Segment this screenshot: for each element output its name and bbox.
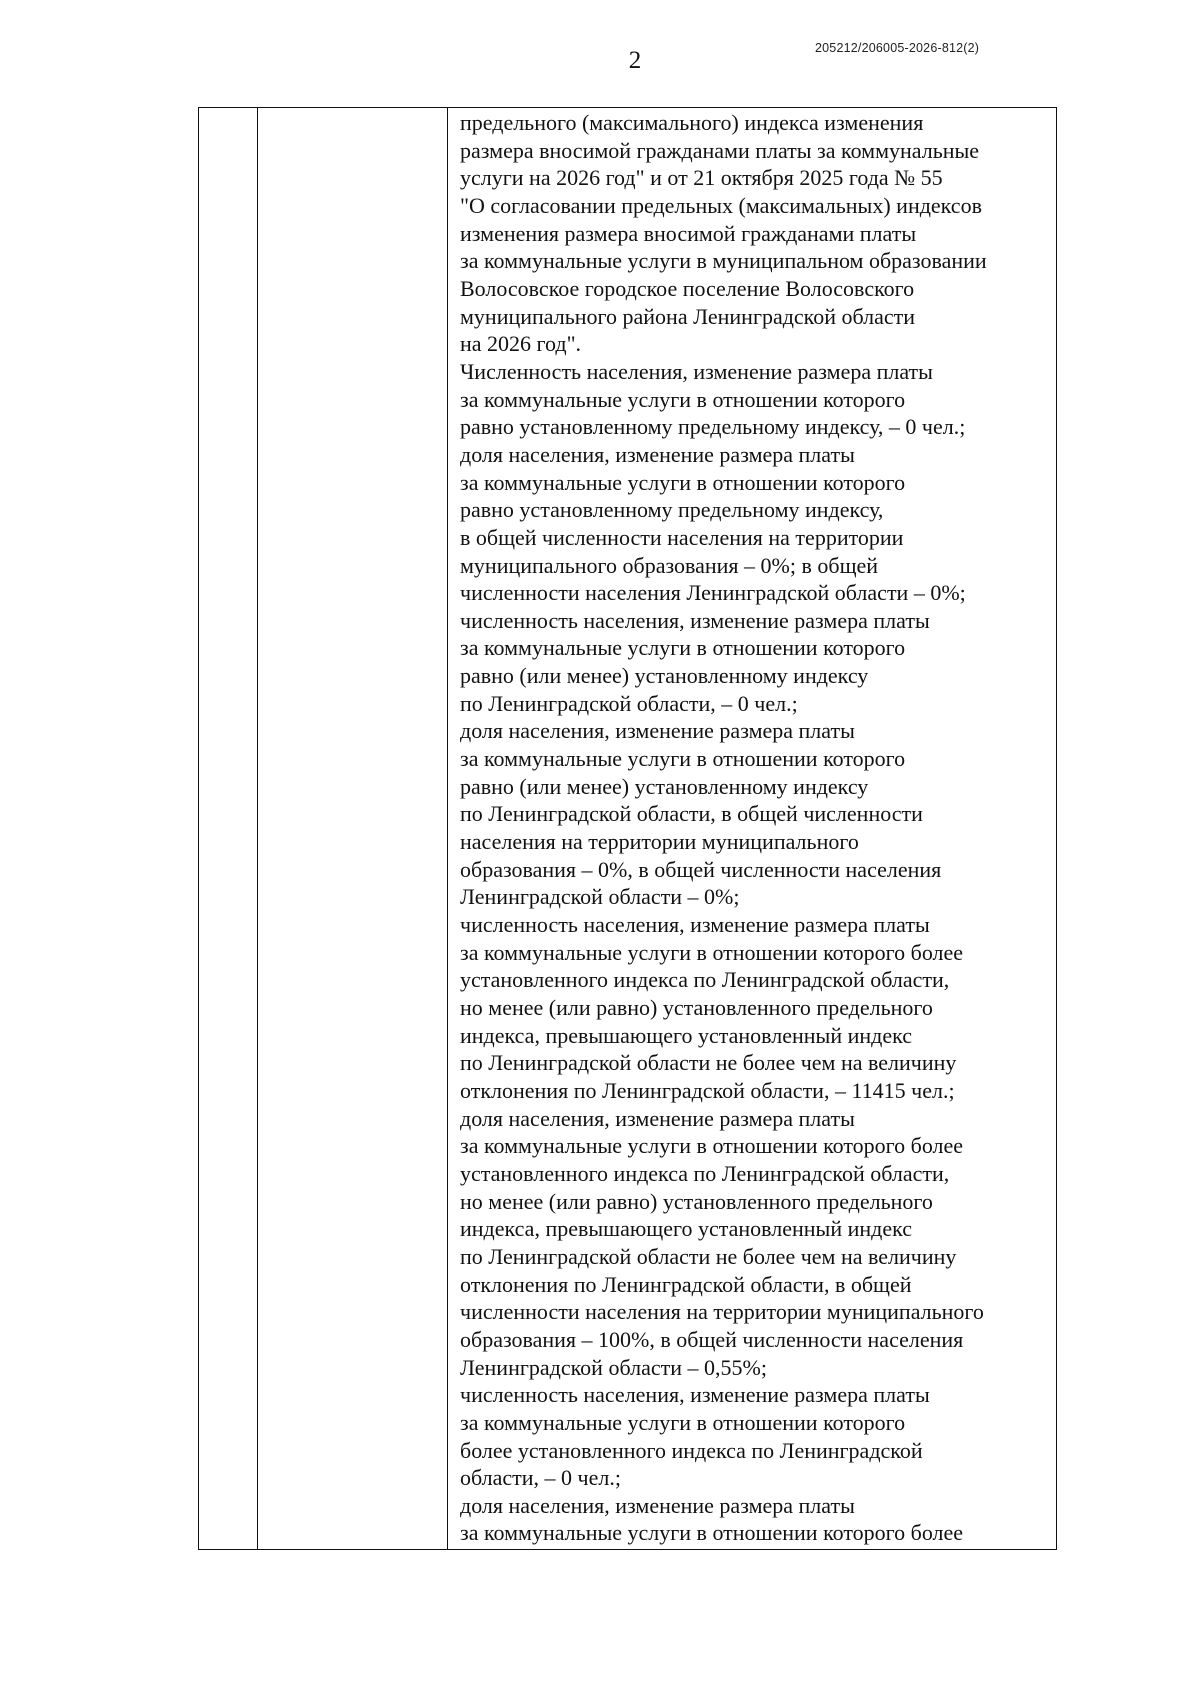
text-line: численности населения на территории муниципального bbox=[460, 1299, 984, 1325]
text-line: услуги на 2026 год" и от 21 октября 2025 года № 55 bbox=[460, 165, 943, 191]
text-line: муниципального образования – 0%; в общей bbox=[460, 552, 879, 578]
text-line: за коммунальные услуги в отношении которого более bbox=[460, 939, 964, 965]
text-line: за коммунальные услуги в отношении которого более bbox=[460, 1133, 964, 1159]
text-line: доля населения, изменение размера платы bbox=[460, 1105, 855, 1131]
text-line: по Ленинградской области не более чем на величину bbox=[460, 1050, 957, 1076]
text-line: равно (или менее) установленному индексу bbox=[460, 663, 869, 689]
text-line: за коммунальные услуги в муниципальном образовании bbox=[460, 248, 987, 274]
text-line: на 2026 год". bbox=[460, 331, 582, 357]
text-line: индекса, превышающего установленный индекс bbox=[460, 1216, 913, 1242]
table-frame bbox=[198, 107, 1057, 1550]
text-line: области, – 0 чел.; bbox=[460, 1465, 621, 1491]
text-line: по Ленинградской области, – 0 чел.; bbox=[460, 690, 798, 716]
text-line: предельного (максимального) индекса изменения bbox=[460, 110, 924, 135]
text-line: доля населения, изменение размера платы bbox=[460, 441, 855, 467]
text-line: образования – 0%, в общей численности населения bbox=[460, 856, 942, 882]
text-line: за коммунальные услуги в отношении которого bbox=[460, 386, 906, 412]
text-line: равно установленному предельному индексу, bbox=[460, 497, 884, 523]
table-column-divider-2 bbox=[447, 108, 448, 1549]
text-line: доля населения, изменение размера платы bbox=[460, 718, 855, 744]
text-line: индекса, превышающего установленный индекс bbox=[460, 1022, 913, 1048]
text-line: но менее (или равно) установленного предельного bbox=[460, 995, 933, 1020]
text-line: за коммунальные услуги в отношении которого bbox=[460, 635, 906, 661]
text-line: населения на территории муниципального bbox=[460, 829, 859, 855]
text-line: численность населения, изменение размера платы bbox=[460, 912, 930, 938]
text-line: численность населения, изменение размера платы bbox=[460, 607, 930, 633]
document-registration-code: 205212/206005-2026-812(2) bbox=[815, 41, 980, 55]
text-line: отклонения по Ленинградской области, – 11415 чел.; bbox=[460, 1077, 955, 1103]
text-line: численности населения Ленинградской области – 0%; bbox=[460, 580, 966, 606]
text-line: отклонения по Ленинградской области, в общей bbox=[460, 1271, 912, 1297]
text-line: установленного индекса по Ленинградской области, bbox=[460, 1160, 950, 1186]
text-line: доля населения, изменение размера платы bbox=[460, 1492, 855, 1518]
text-line: за коммунальные услуги в отношении которого более bbox=[460, 1520, 964, 1546]
text-line: образования – 100%, в общей численности населения bbox=[460, 1326, 964, 1352]
text-line: более установленного индекса по Ленинградской bbox=[460, 1437, 923, 1463]
table-cell-text bbox=[460, 109, 1052, 1547]
text-line: изменения размера вносимой гражданами платы bbox=[460, 220, 917, 246]
text-line: Численность населения, изменение размера платы bbox=[460, 358, 933, 384]
text-line: Ленинградской области – 0,55%; bbox=[460, 1354, 767, 1380]
text-line: за коммунальные услуги в отношении которого bbox=[460, 1409, 906, 1435]
text-line: за коммунальные услуги в отношении которого bbox=[460, 746, 906, 772]
text-line: равно (или менее) установленному индексу bbox=[460, 773, 869, 799]
text-line: по Ленинградской области не более чем на величину bbox=[460, 1243, 957, 1269]
text-line: численность населения, изменение размера платы bbox=[460, 1382, 930, 1408]
text-line: Волосовское городское поселение Волосовского bbox=[460, 275, 915, 301]
text-line: за коммунальные услуги в отношении которого bbox=[460, 469, 906, 495]
text-line: по Ленинградской области, в общей численности bbox=[460, 801, 923, 827]
text-line: равно установленному предельному индексу, – 0 чел.; bbox=[460, 414, 966, 440]
text-line: но менее (или равно) установленного предельного bbox=[460, 1188, 933, 1214]
page-number: 2 bbox=[628, 47, 642, 74]
text-line: размера вносимой гражданами платы за коммунальные bbox=[460, 137, 980, 163]
text-line: Ленинградской области – 0%; bbox=[460, 884, 740, 910]
table-column-divider-1 bbox=[257, 108, 258, 1549]
text-line: в общей численности населения на территории bbox=[460, 524, 904, 550]
text-line: муниципального района Ленинградской области bbox=[460, 303, 916, 329]
text-line: "О согласовании предельных (максимальных) индексов bbox=[460, 192, 982, 218]
text-line: установленного индекса по Ленинградской области, bbox=[460, 967, 950, 993]
